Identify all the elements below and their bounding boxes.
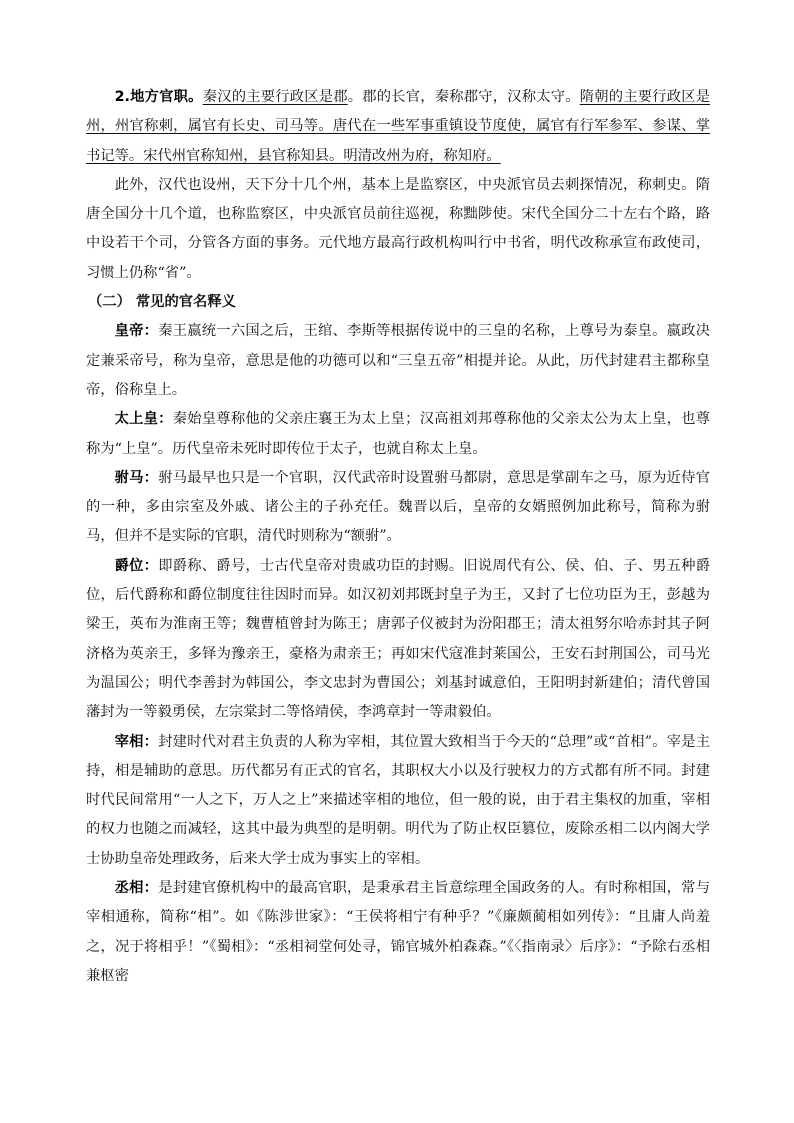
entry-term: 太上皇： — [114, 411, 173, 428]
entry-term: 驸马： — [114, 469, 159, 486]
entry-text: 封建时代对君主负责的人称为宰相，其位置大致相当于今天的“总理”或“首相”。宰是主持，相是辅助的意思。历代都另有正式的官名，其职权大小以及行驶权力的方式都有所不同。封建时代民间常用“一人之下，万人之上”来描述宰相的地位，但一般的说，由于君主集权的加重，宰相的权力也随之而减轻，这其中最为典型的是明朝。明代为了防止权臣篡位，废除丞相二以内阁大学士协助皇帝处理政务，后来大学士成为事实上的宰相。 — [86, 733, 711, 867]
entry-text: 秦始皇尊称他的父亲庄襄王为太上皇；汉高祖刘邦尊称他的父亲太公为太上皇，也尊称为“上皇”。历代皇帝未死时即传位于太子，也就自称太上皇。 — [86, 411, 711, 457]
entry-paragraph — [86, 874, 710, 991]
entry-paragraph — [86, 405, 710, 464]
entry-text: 驸马最早也只是一个官职，汉代武帝时设置驸马都尉，意思是掌副车之马，原为近侍官的一种，多由宗室及外戚、诸公主的子孙充任。魏晋以后，皇帝的女婿照例加此称号，简称为驸马，但并不是实际的官职，清代时则称为“额驸”。 — [86, 469, 711, 545]
entry-term: 丞相： — [114, 880, 159, 897]
underlined-text: 隋朝的主要行政区是州，州官称刺，属官有长史、司马等。唐代在一些军事重镇设节度使，属官有行军参军、参谋、掌书记等。宋代州官称知州，县官称知县。明清改州为府，称知府。 — [86, 89, 711, 164]
entry-paragraph — [86, 552, 710, 728]
entry-text: 即爵称、爵号，士古代皇帝对贵戚功臣的封赐。旧说周代有公、侯、伯、子、男五种爵位，后代爵称和爵位制度往往因时而异。如汉初刘邦既封皇子为王，又封了七位功臣为王，彭越为梁王，英布为淮南王等；魏曹植曾封为陈王；唐郭子仪被封为汾阳郡王；清太祖努尔哈赤封其子阿济格为英亲王，多铎为豫亲王，豪格为肃亲王；再如宋代寇准封莱国公，王安石封荆国公，司马光为温国公；明代李善封为韩国公，李文忠封为曹国公；刘基封诚意伯，王阳明封新建伯；清代曾国藩封为一等毅勇侯，左宗棠封二等恪靖侯，李鸿章封一等肃毅伯。 — [86, 557, 711, 721]
entry-text: 秦王嬴统一六国之后，王绾、李斯等根据传说中的三皇的名称，上尊号为泰皇。嬴政决定兼采帝号，称为皇帝，意思是他的功德可以和“三皇五帝”相提并论。从此，历代封建君主都称皇帝，俗称皇上。 — [86, 323, 711, 398]
underlined-text: 秦汉的主要行政区是郡 — [202, 89, 348, 105]
paragraph-text: 此外，汉代也设州，天下分十几个州，基本上是监察区，中央派官员去刺探情况，称刺史。隋唐全国分十几个道，也称监察区，中央派官员前往巡视，称黜陟使。宋代全国分二十左右个路，路中设若干个司，分管各方面的事务。元代地方最高行政机构叫行中书省，明代改称承宣布政使司，习惯上仍称“省”。 — [86, 176, 710, 281]
entry-term: 爵位： — [114, 557, 159, 574]
entry-term: 皇帝： — [114, 323, 159, 340]
paragraph-local-officials — [86, 83, 710, 171]
entry-paragraph — [86, 728, 710, 874]
entry-paragraph — [86, 317, 710, 405]
paragraph-text: 。郡的长官，秦称郡守，汉称太守。 — [347, 89, 580, 105]
section-heading: （二） 常见的官名释义 — [88, 294, 236, 311]
entry-text: 是封建官僚机构中的最高官职，是秉承君主旨意综理全国政务的人。有时称相国，常与宰相通称，简称“相”。如《陈涉世家》：“王侯将相宁有种乎？”《廉颇蔺相如列传》：“且庸人尚羞之，况于将相乎！”《蜀相》：“丞相祠堂何处寻，锦官城外柏森森。”《〈指南录〉后序》：“予除右丞相兼枢密 — [86, 880, 711, 984]
paragraph-title: 2.地方官职。 — [114, 89, 203, 105]
entry-paragraph — [86, 464, 710, 552]
entry-term: 宰相： — [114, 733, 159, 750]
